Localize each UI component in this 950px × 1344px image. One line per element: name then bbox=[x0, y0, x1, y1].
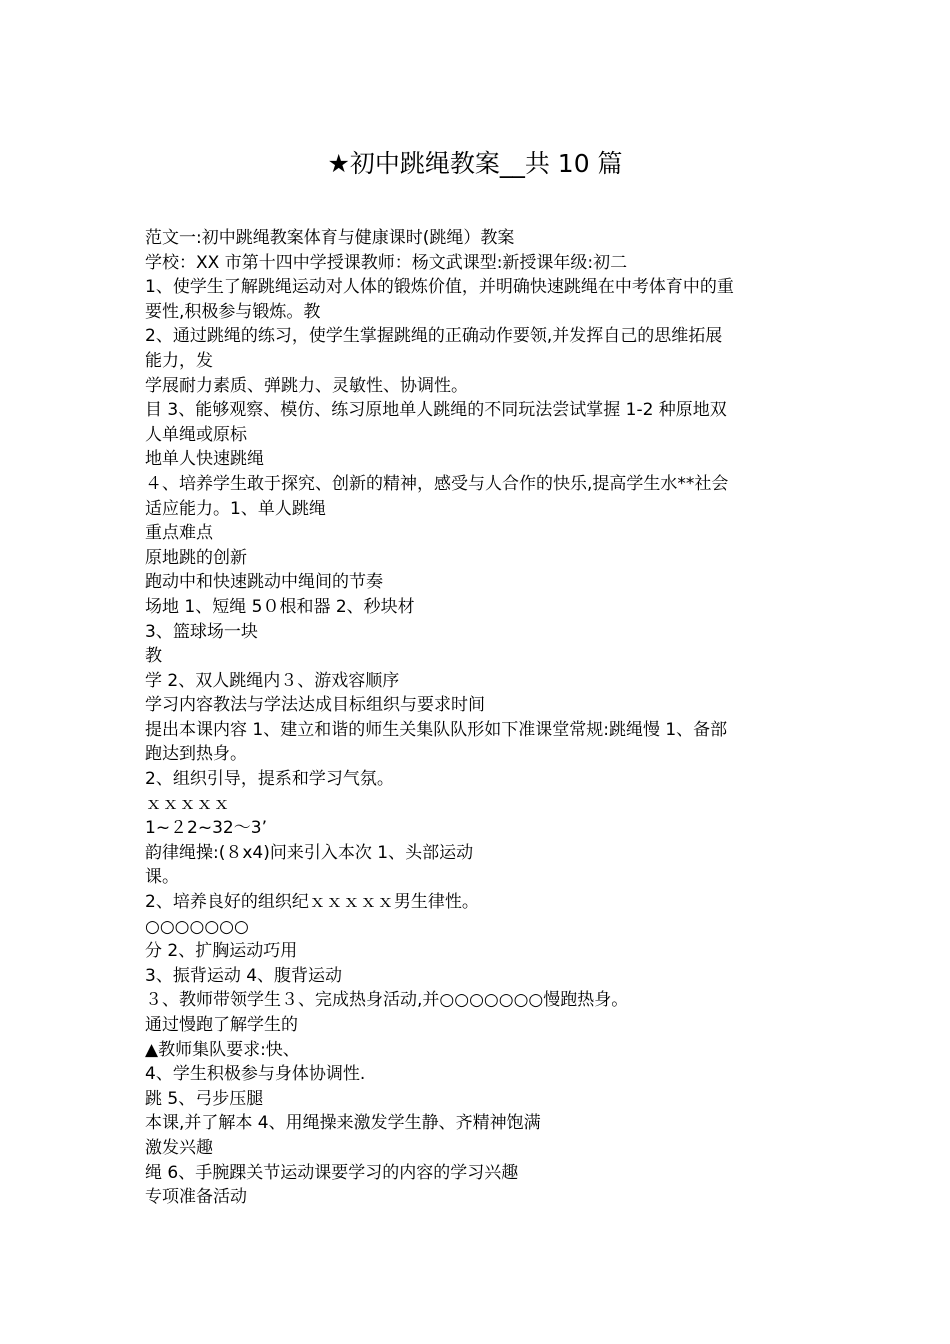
body-line: 通过慢跑了解学生的 bbox=[145, 1015, 298, 1035]
body-line: ４、培养学生敢于探究、创新的精神，感受与人合作的快乐,提高学生水**社会 bbox=[145, 473, 729, 494]
body-line: ｘｘｘｘｘ bbox=[145, 793, 230, 814]
body-line: 韵律绳操:(８x4)问来引入本次 1、头部运动 bbox=[145, 842, 474, 863]
document-title: ★初中跳绳教案__共 10 篇 bbox=[327, 149, 623, 178]
body-line: 原地跳的创新 bbox=[145, 547, 247, 568]
body-line: 教 bbox=[145, 646, 162, 667]
body-line: 目 3、能够观察、模仿、练习原地单人跳绳的不同玩法尝试掌握 1-2 种原地双 bbox=[145, 400, 727, 421]
body-line: ○○○○○○○ bbox=[145, 916, 249, 937]
body-line: ３、教师带领学生３、完成热身活动,并○○○○○○○慢跑热身。 bbox=[145, 990, 629, 1011]
body-line: 2、组织引导，提系和学习气氛。 bbox=[145, 769, 394, 790]
body-line: 学展耐力素质、弹跳力、灵敏性、协调性。 bbox=[145, 375, 468, 396]
body-line: 学习内容教法与学法达成目标组织与要求时间 bbox=[145, 695, 485, 716]
body-line: ▲教师集队要求:快、 bbox=[145, 1039, 300, 1060]
body-line: 4、学生积极参与身体协调性. bbox=[145, 1064, 366, 1085]
body-line: 2、培养良好的组织纪ｘｘｘｘｘ男生律性。 bbox=[145, 892, 479, 913]
body-line: 学校：XX 市第十四中学授课教师：杨文武课型:新授课年级:初二 bbox=[145, 252, 628, 273]
body-line: 跳 5、弓步压腿 bbox=[145, 1088, 264, 1109]
body-line: 绳 6、手腕踝关节运动课要学习的内容的学习兴趣 bbox=[145, 1162, 519, 1183]
body-line: 地单人快速跳绳 bbox=[145, 449, 264, 470]
body-line: 分 2、扩胸运动巧用 bbox=[145, 941, 298, 962]
body-line: 课。 bbox=[145, 867, 179, 888]
body-line: 提出本课内容 1、建立和谐的师生关集队队形如下准课堂常规:跳绳慢 1、备部 bbox=[145, 719, 728, 740]
body-line: 场地 1、短绳 5０根和器 2、秒块材 bbox=[145, 596, 415, 617]
body-line: 2、通过跳绳的练习，使学生掌握跳绳的正确动作要领,并发挥自己的思维拓展 bbox=[145, 326, 723, 347]
body-line: 跑达到热身。 bbox=[145, 744, 247, 765]
document-body bbox=[145, 226, 810, 1210]
body-line: 1、使学生了解跳绳运动对人体的锻炼价值，并明确快速跳绳在中考体育中的重 bbox=[145, 277, 734, 298]
body-line: 范文一:初中跳绳教案体育与健康课时(跳绳）教案 bbox=[145, 228, 515, 248]
body-line: 能力，发 bbox=[145, 350, 213, 371]
body-line: 专项准备活动 bbox=[145, 1187, 247, 1208]
body-line: 适应能力。1、单人跳绳 bbox=[145, 498, 326, 519]
body-line: 本课,并了解本 4、用绳操来激发学生静、齐精神饱满 bbox=[145, 1113, 541, 1134]
body-line: 激发兴趣 bbox=[145, 1137, 213, 1158]
body-line: 跑动中和快速跳动中绳间的节奏 bbox=[145, 572, 383, 593]
body-line: 3、篮球场一块 bbox=[145, 621, 258, 642]
body-line: 3、振背运动 4、腹背运动 bbox=[145, 965, 343, 986]
body-line: 重点难点 bbox=[145, 523, 213, 544]
body-line: 学 2、双人跳绳内３、游戏容顺序 bbox=[145, 670, 400, 691]
body-line: 1~２2~32～3’ bbox=[145, 818, 267, 839]
body-line: 人单绳或原标 bbox=[145, 424, 247, 445]
body-line: 要性,积极参与锻炼。教 bbox=[145, 301, 321, 322]
